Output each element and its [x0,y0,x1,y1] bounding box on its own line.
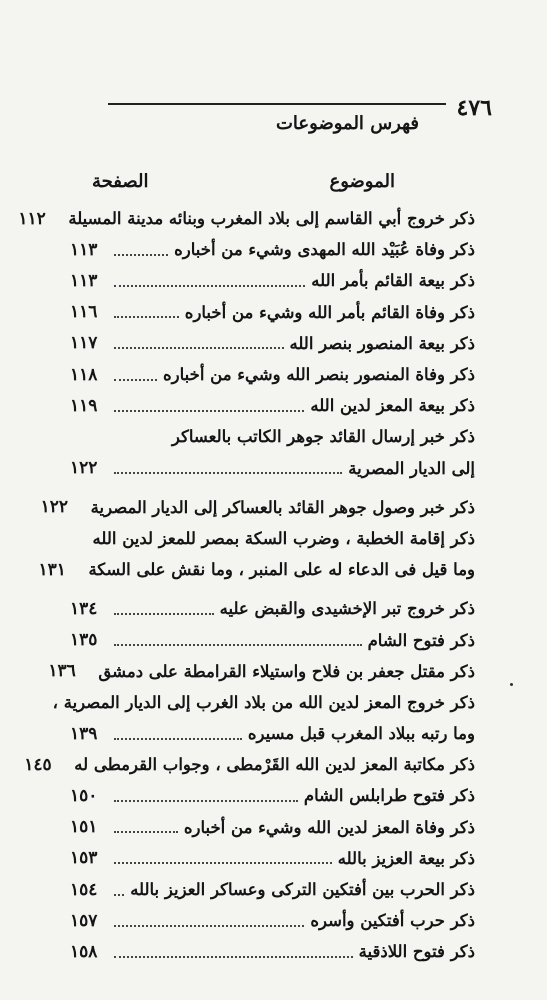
toc-entry-page: ١١٧ [70,333,98,354]
page-column-heading: الصفحة [92,171,149,192]
toc-entry-title: ذكر خروج أبي القاسم إلى بلاد المغرب وبنائه مدينة المسيلة [68,209,475,229]
toc-entry-title: ذكر بيعة المنصور بنصر الله [289,333,475,353]
dot-leader [114,345,284,349]
toc-entry [70,390,475,421]
toc-entry-page: ١١٣ [70,239,98,260]
topic-column-heading: الموضوع [329,171,395,192]
toc-entry-title: ذكر خبر وصول جوهر القائد بالعساكر إلى الديار المصرية [90,497,475,517]
toc-entry [70,523,475,554]
toc-entry-title: وما رتبه ببلاد المغرب قبل مسيره [247,724,475,744]
toc-entry [40,492,475,523]
toc-entry-title: ذكر وفاة عُبَيْد الله المهدى وشيء من أخباره [174,240,475,260]
toc-entry-title: ذكر حرب أفتكين وأسره [310,911,475,931]
toc-entry [48,656,475,687]
toc-entry-title: ذكر وفاة القائم بأمر الله وشيء من أخباره [184,302,475,322]
stray-mark [510,683,513,686]
dot-leader [114,283,305,287]
toc-entry [70,359,475,390]
toc-entry-page: ١١٦ [70,302,98,323]
page-number: ٤٧٦ [456,95,492,121]
toc-entry-page: ١١٨ [70,364,98,385]
toc-entry-title: ذكر وفاة المعز لدين الله وشيء من أخباره [183,817,475,837]
dot-leader [114,892,124,896]
toc-entry-page: ١١٢ [18,208,46,229]
dot-leader [114,798,298,802]
toc-entry-page: ١٥٨ [70,941,98,962]
dot-leader [114,611,214,615]
toc-entry [70,624,475,655]
toc-entry-page: ١٥٤ [70,879,98,900]
dot-leader [114,642,362,646]
toc-entry-page: ١٥١ [70,817,98,838]
dot-leader [114,314,179,318]
toc-entry [70,234,475,265]
dot-leader [114,860,332,864]
dot-leader [114,923,304,927]
toc-entry [18,203,475,234]
table-of-contents [18,203,475,968]
toc-entry-page: ١٢٢ [70,458,98,479]
dot-leader [114,829,178,833]
toc-entry-title: ذكر مقتل جعفر بن فلاح واستيلاء القرامطة على دمشق [98,661,475,681]
toc-entry-title: ذكر بيعة المعز لدين الله [310,396,475,416]
toc-entry-title: ذكر بيعة العزيز بالله [337,848,475,868]
dot-leader [114,470,342,474]
toc-entry [70,812,475,843]
dot-leader [114,408,304,412]
toc-entry [70,297,475,328]
toc-entry-title: ذكر وفاة المنصور بنصر الله وشيء من أخباره [163,365,475,385]
running-title: فهرس الموضوعات [275,113,419,134]
toc-entry-page: ١٣١ [38,559,66,580]
toc-entry-page: ١٤٥ [24,754,52,775]
toc-entry [24,749,475,780]
toc-entry-title: ذكر فتوح اللاذقية [358,942,475,962]
toc-entry-title: ذكر فتوح طرابلس الشام [303,786,475,806]
dot-leader [114,377,157,381]
toc-entry [70,453,475,484]
toc-entry [70,593,475,624]
dot-leader [114,736,242,740]
toc-entry-page: ١٥٠ [70,785,98,806]
toc-entry [70,265,475,296]
toc-entry-title: ذكر إقامة الخطبة ، وضرب السكة بمصر للمعز لدين الله [92,528,475,548]
toc-entry-page: ١٣٩ [70,723,98,744]
toc-entry-title: ذكر خروج تبر الإخشيدى والقبض عليه [219,599,475,619]
toc-entry-title: ذكر بيعة القائم بأمر الله [311,271,475,291]
toc-entry [70,843,475,874]
toc-entry-title: ذكر خبر إرسال القائد جوهر الكاتب بالعساكر [171,427,475,447]
dot-leader [114,440,166,442]
toc-entry-title: ذكر الحرب بين أفتكين التركى وعساكر العزيز بالله [130,880,475,900]
toc-entry-page: ١٣٤ [70,598,98,619]
toc-entry [70,936,475,967]
toc-entry [70,874,475,905]
toc-entry-page: ١١٣ [70,270,98,291]
toc-entry [70,780,475,811]
dot-leader [114,954,353,958]
header-rule [108,103,446,105]
toc-entry [70,328,475,359]
toc-entry [70,905,475,936]
dot-leader [114,252,168,256]
toc-entry-title: ذكر خروج المعز لدين الله من بلاد الغرب إلى الديار المصرية ، [52,692,475,712]
toc-entry-page: ١٥٣ [70,848,98,869]
toc-entry-page: ١٣٦ [48,661,76,682]
toc-entry-page: ١١٩ [70,395,98,416]
toc-entry-page: ١٣٥ [70,630,98,651]
toc-entry [38,554,475,585]
toc-entry-title: ذكر فتوح الشام [367,630,475,650]
toc-entry [52,687,475,718]
toc-entry-page: ١٥٧ [70,910,98,931]
toc-entry-page: ١٢٢ [40,497,69,518]
toc-entry-title: ذكر مكاتبة المعز لدين الله القَرْمطى ، وجواب القرمطى له [74,755,475,775]
toc-entry [70,421,475,452]
toc-entry-title: إلى الديار المصرية [348,458,475,478]
toc-entry-title: وما قيل فى الدعاء له على المنبر ، وما نقش على السكة [88,560,475,580]
toc-entry [70,718,475,749]
